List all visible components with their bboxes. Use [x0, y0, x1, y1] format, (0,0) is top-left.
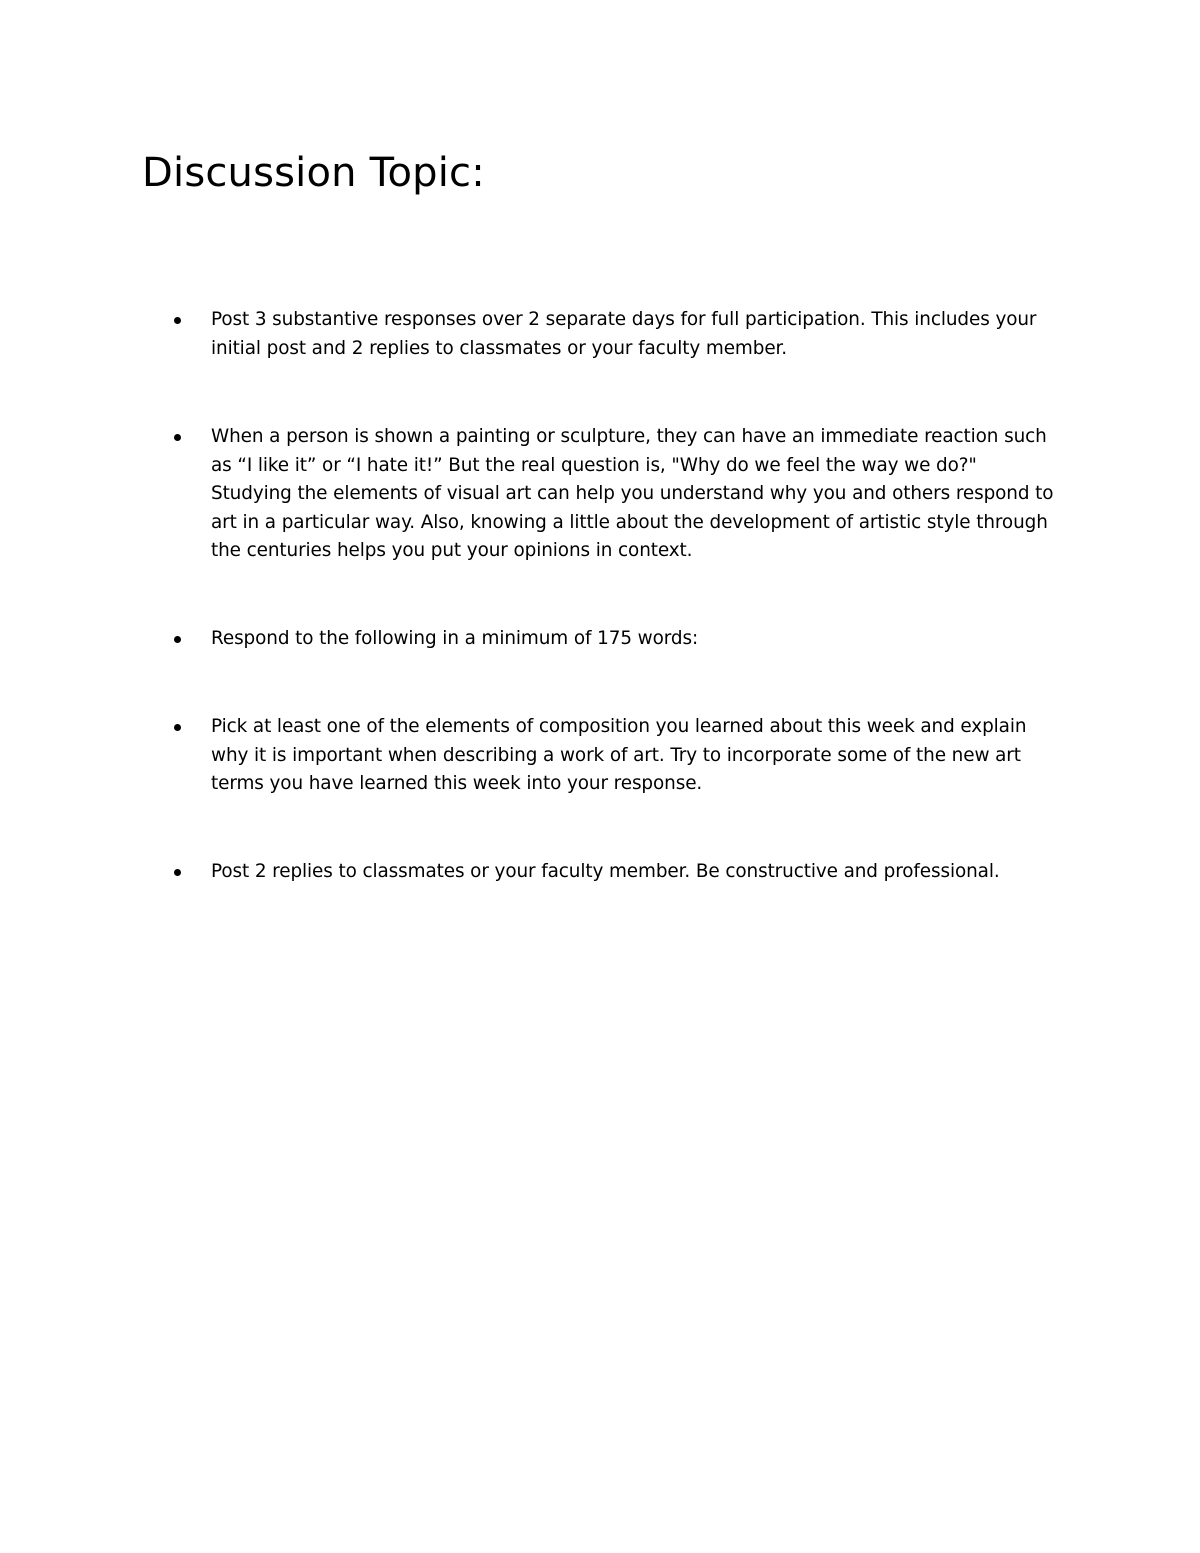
bullet-icon — [174, 724, 181, 731]
bullet-icon — [174, 434, 181, 441]
list-item-text: Respond to the following in a minimum of 175 words: — [211, 628, 699, 649]
bullet-icon — [174, 317, 181, 324]
list-item — [172, 713, 1052, 799]
list-item-text: Post 2 replies to classmates or your faculty member. Be constructive and professional. — [211, 861, 1000, 882]
list-item — [172, 306, 1052, 363]
list-item — [172, 858, 1052, 887]
bullet-icon — [174, 636, 181, 643]
list-item-text: Pick at least one of the elements of composition you learned about this week and explain why it is important when describing a work of art. Try to incorporate some of the new art terms you have learned this week into your response. — [211, 716, 1027, 795]
list-item — [172, 625, 1052, 654]
bullet-icon — [174, 869, 181, 876]
list-item-text: Post 3 substantive responses over 2 separate days for full participation. This includes your initial post and 2 replies to classmates or your faculty member. — [211, 309, 1037, 359]
list-item-text: When a person is shown a painting or sculpture, they can have an immediate reaction such as “I like it” or “I hate it!” But the real question is, "Why do we feel the way we do?" Studying the elements of visual art can help you understand why you and others respond to art in a particular way. Also, knowing a little about the development of artistic style through the centuries helps you put your opinions in context. — [211, 426, 1054, 562]
list-item — [172, 423, 1052, 566]
page-title: Discussion Topic: — [142, 150, 485, 196]
